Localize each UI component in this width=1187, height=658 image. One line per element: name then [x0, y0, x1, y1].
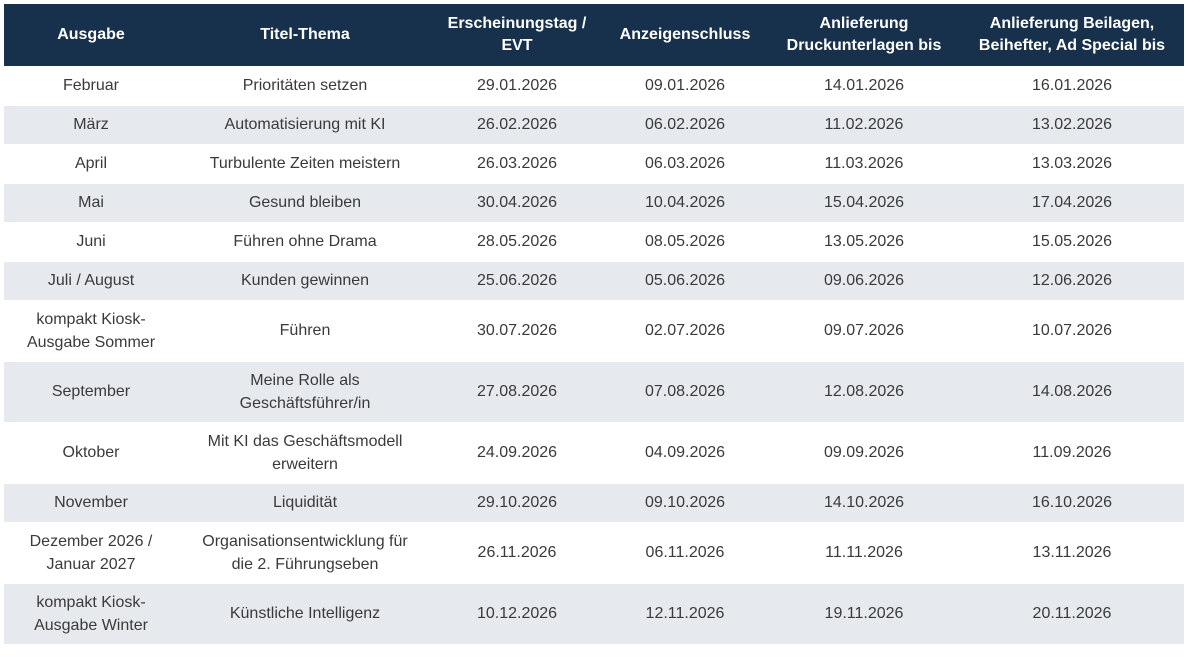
cell-anzeigenschluss: 09.10.2026	[644, 494, 726, 511]
cell-erscheinungstag: 28.05.2026	[476, 233, 558, 250]
cell-anlieferung-druckunterlagen: 11.02.2026	[824, 116, 904, 133]
header-erscheinungstag: Erscheinungstag / EVT	[447, 15, 587, 54]
table-header	[4, 4, 1184, 66]
cell-anlieferung-druckunterlagen: 09.06.2026	[823, 272, 905, 289]
cell-anzeigenschluss: 10.04.2026	[644, 194, 726, 211]
cell-titel-thema: Künstliche Intelligenz	[229, 605, 381, 622]
cell-anzeigenschluss: 07.08.2026	[644, 383, 726, 400]
cell-erscheinungstag: 10.12.2026	[476, 605, 558, 622]
cell-erscheinungstag: 29.10.2026	[476, 494, 558, 511]
cell-anzeigenschluss: 05.06.2026	[644, 272, 726, 289]
cell-anlieferung-beilagen: 13.02.2026	[1031, 116, 1113, 133]
cell-ausgabe: Dezember 2026 / Januar 2027	[29, 532, 153, 573]
cell-anzeigenschluss: 02.07.2026	[644, 322, 726, 339]
cell-anlieferung-druckunterlagen: 09.09.2026	[823, 444, 905, 461]
cell-ausgabe: März	[73, 116, 109, 133]
cell-titel-thema: Führen ohne Drama	[233, 233, 377, 250]
cell-anlieferung-druckunterlagen: 19.11.2026	[824, 605, 904, 622]
cell-ausgabe: Mai	[78, 194, 104, 211]
cell-titel-thema: Kunden gewinnen	[240, 272, 370, 289]
table-row	[4, 183, 1184, 222]
cell-ausgabe: September	[51, 383, 131, 400]
cell-anlieferung-beilagen: 17.04.2026	[1031, 194, 1113, 211]
cell-anlieferung-beilagen: 16.10.2026	[1031, 494, 1113, 511]
cell-anlieferung-beilagen: 14.08.2026	[1031, 383, 1113, 400]
cell-ausgabe: Februar	[62, 76, 120, 94]
cell-anzeigenschluss: 04.09.2026	[644, 444, 726, 461]
table-row	[4, 144, 1184, 183]
cell-anzeigenschluss: 08.05.2026	[644, 233, 726, 250]
table-row	[4, 300, 1184, 361]
table-row	[4, 66, 1184, 105]
cell-anlieferung-beilagen: 20.11.2026	[1032, 605, 1112, 622]
cell-erscheinungstag: 26.11.2026	[477, 544, 557, 561]
table-row	[4, 222, 1184, 261]
cell-titel-thema: Organisationsentwicklung für die 2. Führungseben	[202, 532, 408, 573]
header-anlieferung-druckunterlagen: Anlieferung Druckunterlagen bis	[786, 15, 942, 54]
table-row	[4, 261, 1184, 300]
cell-titel-thema: Gesund bleiben	[248, 194, 362, 211]
cell-titel-thema: Prioritäten setzen	[242, 76, 368, 94]
header-ausgabe: Ausgabe	[57, 26, 125, 43]
cell-ausgabe: kompakt Kiosk- Ausgabe Winter	[34, 593, 148, 634]
cell-anzeigenschluss: 12.11.2026	[645, 605, 725, 622]
cell-erscheinungstag: 30.07.2026	[476, 322, 558, 339]
cell-anzeigenschluss: 09.01.2026	[644, 76, 726, 94]
cell-anlieferung-beilagen: 10.07.2026	[1031, 322, 1113, 339]
cell-ausgabe: Juni	[76, 233, 106, 250]
table-row	[4, 483, 1184, 522]
cell-anlieferung-beilagen: 16.01.2026	[1031, 76, 1113, 94]
cell-erscheinungstag: 24.09.2026	[476, 444, 558, 461]
cell-ausgabe: kompakt Kiosk- Ausgabe Sommer	[26, 310, 156, 351]
cell-anlieferung-druckunterlagen: 13.05.2026	[823, 233, 905, 250]
cell-erscheinungstag: 30.04.2026	[476, 194, 558, 211]
cell-ausgabe: November	[54, 494, 128, 511]
table-row	[4, 583, 1184, 644]
table-body	[4, 66, 1184, 644]
cell-anlieferung-druckunterlagen: 11.11.2026	[825, 544, 903, 561]
table-row	[4, 522, 1184, 583]
cell-anlieferung-beilagen: 11.09.2026	[1032, 444, 1112, 461]
cell-anlieferung-druckunterlagen: 15.04.2026	[823, 194, 905, 211]
header-titel-thema: Titel-Thema	[260, 26, 350, 43]
cell-erscheinungstag: 26.02.2026	[476, 116, 558, 133]
cell-ausgabe: Oktober	[62, 444, 120, 461]
cell-erscheinungstag: 29.01.2026	[476, 76, 558, 94]
schedule-table-container	[4, 4, 1184, 645]
cell-anlieferung-druckunterlagen: 12.08.2026	[823, 383, 905, 400]
header-anlieferung-beilagen: Anlieferung Beilagen, Beihefter, Ad Special bis	[978, 15, 1166, 54]
cell-titel-thema: Automatisierung mit KI	[224, 116, 386, 133]
cell-anzeigenschluss: 06.03.2026	[644, 155, 726, 172]
cell-anlieferung-beilagen: 12.06.2026	[1031, 272, 1113, 289]
cell-anlieferung-beilagen: 13.11.2026	[1032, 544, 1112, 561]
cell-anlieferung-druckunterlagen: 11.03.2026	[824, 155, 904, 172]
cell-erscheinungstag: 27.08.2026	[476, 383, 558, 400]
cell-anzeigenschluss: 06.11.2026	[645, 544, 725, 561]
cell-titel-thema: Meine Rolle als Geschäftsführer/in	[239, 371, 371, 412]
table-row	[4, 422, 1184, 483]
cell-titel-thema: Mit KI das Geschäftsmodell erweitern	[207, 432, 403, 473]
cell-anlieferung-beilagen: 13.03.2026	[1031, 155, 1113, 172]
cell-ausgabe: Juli / August	[47, 272, 135, 289]
schedule-table	[4, 4, 1184, 645]
cell-anlieferung-beilagen: 15.05.2026	[1031, 233, 1113, 250]
table-row	[4, 105, 1184, 144]
cell-ausgabe: April	[74, 155, 107, 172]
header-row	[4, 4, 1184, 66]
cell-titel-thema: Liquidität	[272, 494, 338, 511]
cell-anlieferung-druckunterlagen: 14.10.2026	[823, 494, 905, 511]
header-anzeigenschluss: Anzeigenschluss	[619, 26, 751, 43]
cell-erscheinungstag: 26.03.2026	[476, 155, 558, 172]
cell-anzeigenschluss: 06.02.2026	[644, 116, 726, 133]
cell-anlieferung-druckunterlagen: 09.07.2026	[823, 322, 905, 339]
cell-anlieferung-druckunterlagen: 14.01.2026	[823, 76, 905, 94]
cell-erscheinungstag: 25.06.2026	[476, 272, 558, 289]
cell-titel-thema: Turbulente Zeiten meistern	[209, 155, 401, 172]
cell-titel-thema: Führen	[279, 322, 331, 339]
table-row	[4, 361, 1184, 422]
